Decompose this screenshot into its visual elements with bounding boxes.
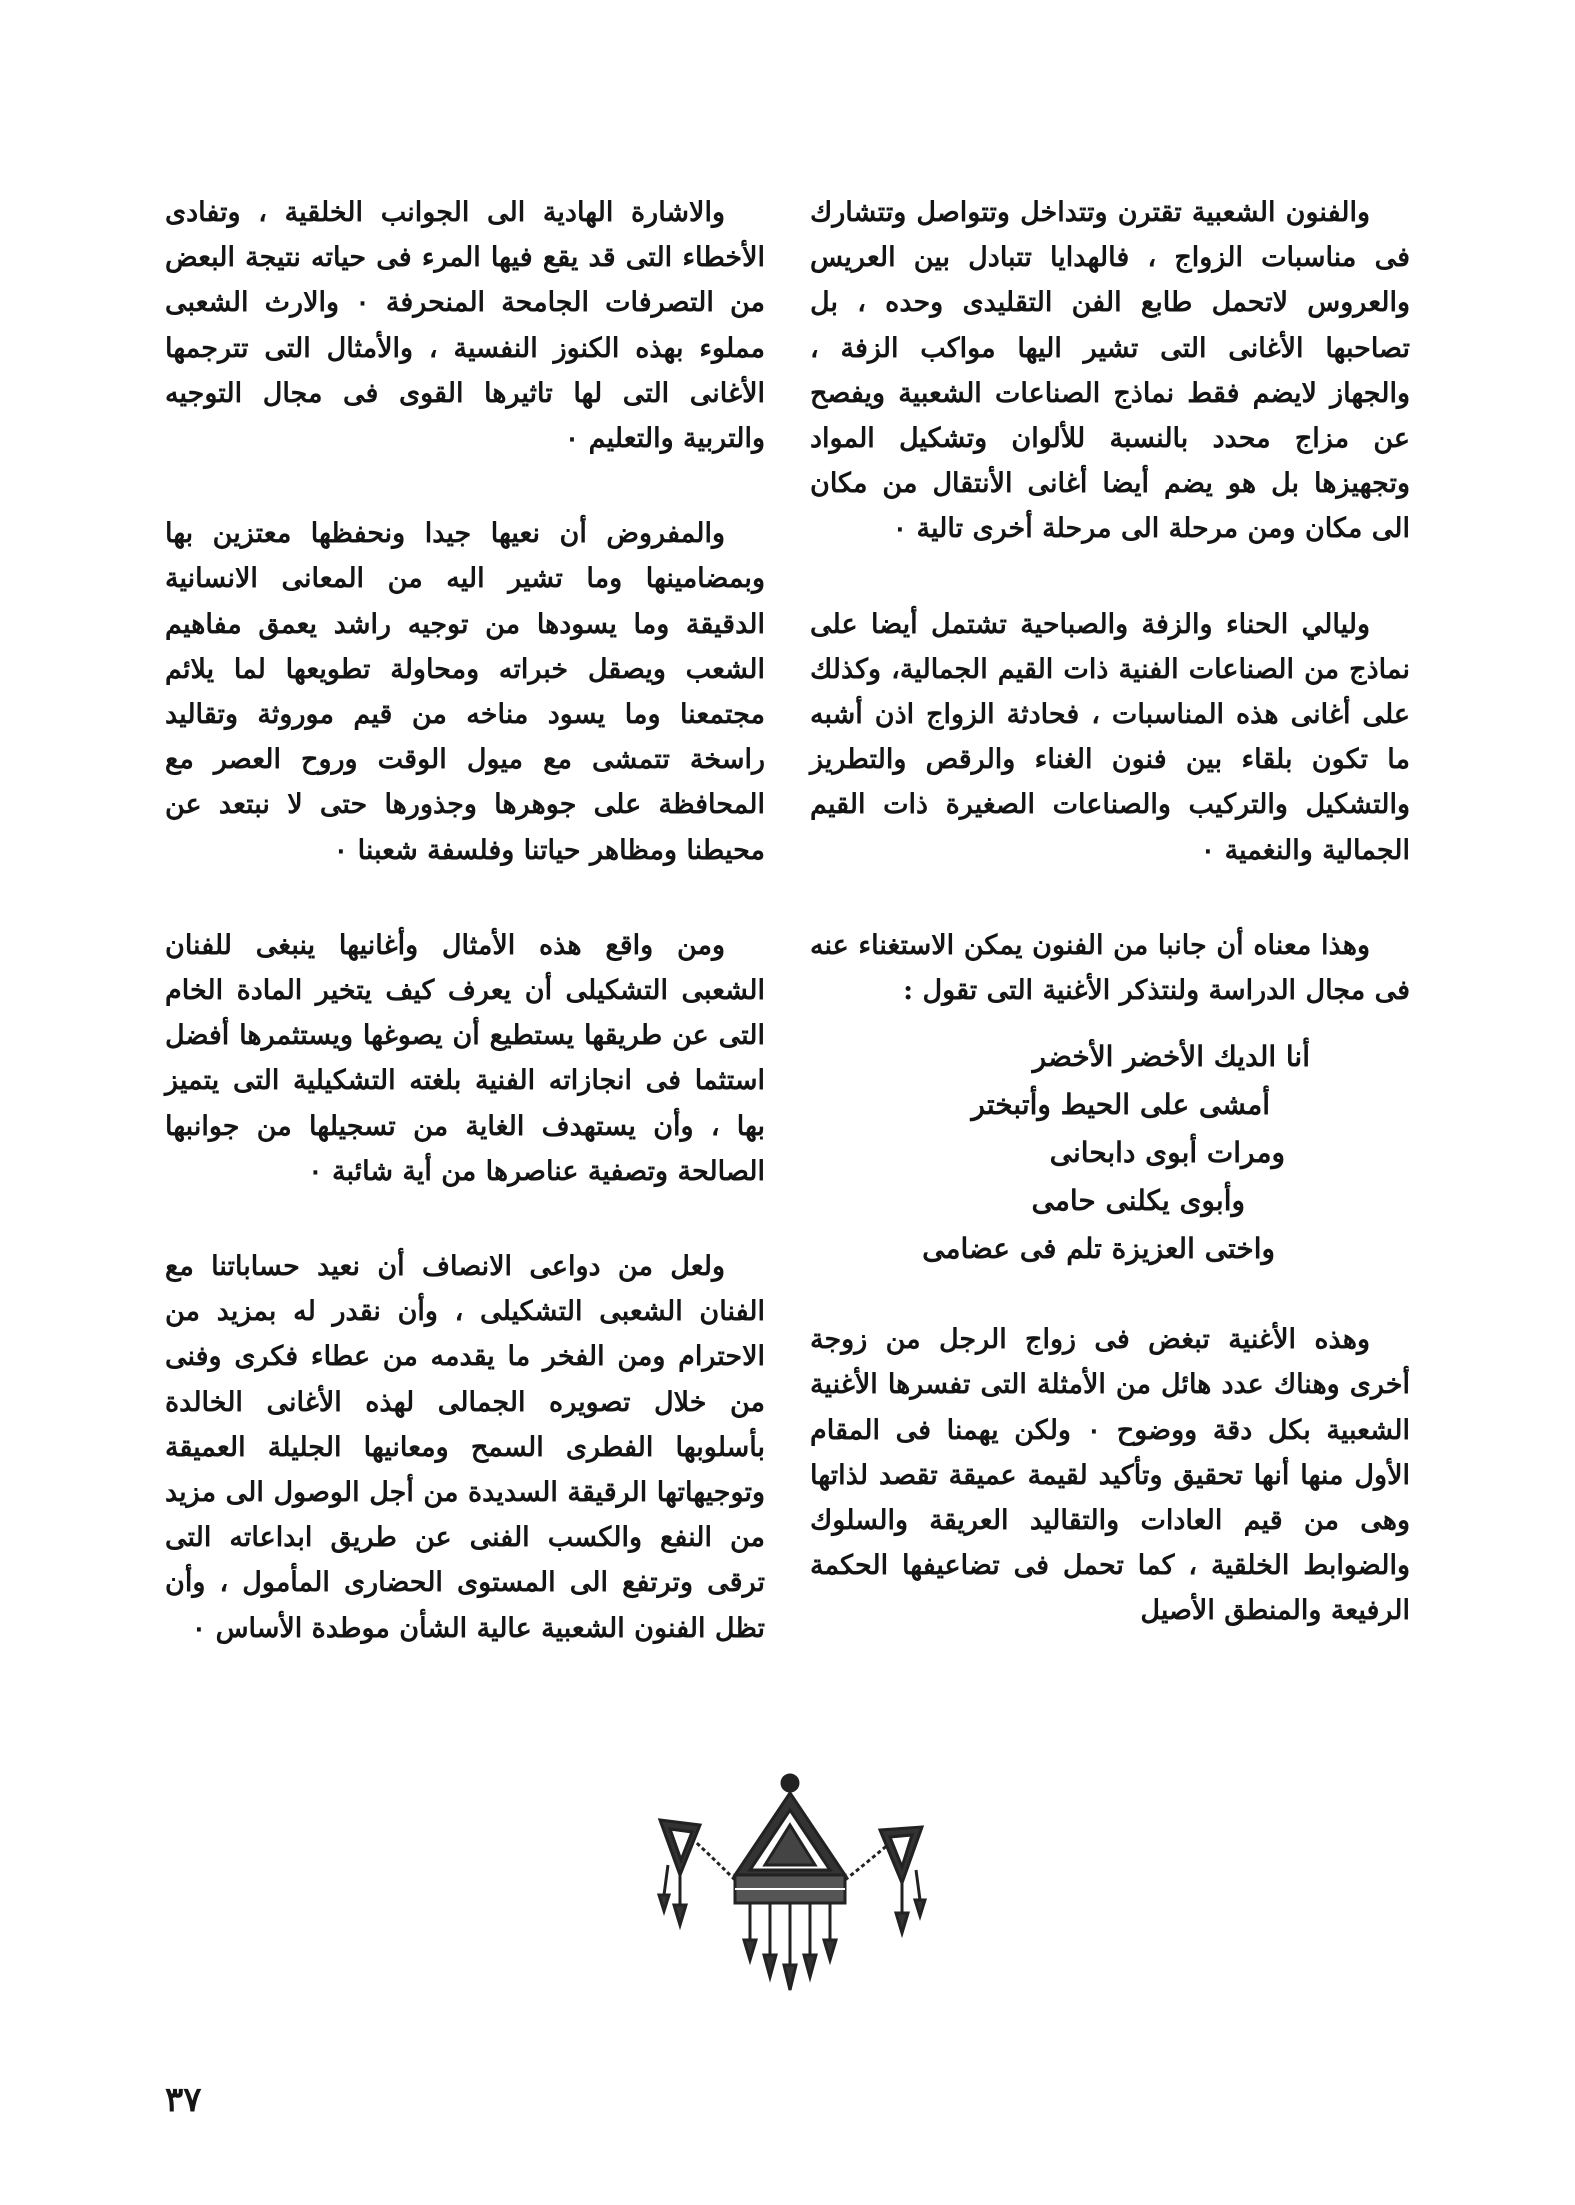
folk-pendant-ornament-icon xyxy=(640,1765,940,2005)
paragraph: وليالي الحناء والزفة والصباحية تشتمل أيضا على نماذج من الصناعات الفنية ذات القيم الجمالية، وكذلك على أغانى هذه المناسبات ، فحادثة الزواج اذن أشبه ما تكون بلقاء بين فنون الغناء والرقص والتطريز والتشكيل والتركيب والصناعات الصغيرة ذات القيم الجمالية والنغمية ٠ xyxy=(810,608,1410,866)
right-text-column xyxy=(810,190,1410,1684)
paragraph: ولعل من دواعى الانصاف أن نعيد حساباتنا مع الفنان الشعبى التشكيلى ، وأن نقدر له بمزيد من الاحترام ومن الفخر ما يقدمه من عطاء فكرى وفنى من خلال تصويره الجمالى لهذه الأغانى الخالدة بأسلوبها الفطرى السمح ومعانيها الجليلة العميقة وتوجيهاتها الرقيقة السديدة من أجل الوصول الى مزيد من النفع والكسب الفنى عن طريق ابداعاته التى ترقى وترتفع الى المستوى الحضارى المأمول ، وأن تظل الفنون الشعبية عالية الشأن موطدة الأساس ٠ xyxy=(165,1251,765,1644)
paragraph: والمفروض أن نعيها جيدا ونحفظها معتزين بها وبمضامينها وما تشير اليه من المعانى الانسانية الدقيقة وما يسودها من توجيه راشد يعمق مفاهيم الشعب ويصقل خبراته ومحاولة تطويعها لما يلائم مجتمعنا وما يسود مناخه من قيم موروثة وتقاليد راسخة تتمشى مع ميول الوقت وروح العصر مع المحافظة على جوهرها وجذورها حتى لا نبتعد عن محيطنا ومظاهر حياتنا وفلسفة شعبنا ٠ xyxy=(165,518,765,866)
verse-line: أنا الديك الأخضر الأخضر xyxy=(1032,1040,1310,1074)
left-text-column xyxy=(165,190,765,1701)
page-number: ٣٧ xyxy=(165,2080,202,2120)
paragraph: ومن واقع هذه الأمثال وأغانيها ينبغى للفنان الشعبى التشكيلى أن يعرف كيف يتخير المادة الخام التى عن طريقها يستطيع أن يصوغها ويستثمرها أفضل استثما فى انجازاته الفنية بلغته التشكيلية التى يتميز بها ، وأن يستهدف الغاية من تسجيلها من جوانبها الصالحة وتصفية عناصرها من أية شائبة ٠ xyxy=(165,929,765,1187)
verse-line: وأبوى يكلنى حامى xyxy=(1031,1184,1245,1218)
paragraph: وهذا معناه أن جانبا من الفنون يمكن الاستغناء عنه فى مجال الدراسة ولنتذكر الأغنية التى تقول : xyxy=(810,929,1410,1007)
paragraph: والفنون الشعبية تقترن وتتداخل وتتواصل وتتشارك فى مناسبات الزواج ، فالهدايا تتبادل بين العريس والعروس لاتحمل طابع الفن التقليدى وحده ، بل تصاحبها الأغانى التى تشير اليها مواكب الزفة ، والجهاز لايضم فقط نماذج الصناعات الشعبية ويفصح عن مزاج محدد بالنسبة للألوان وتشكيل المواد وتجهيزها بل هو يضم أيضا أغانى الأنتقال من مكان الى مكان ومن مرحلة الى مرحلة أخرى تالية ٠ xyxy=(810,197,1410,545)
verse-line: واختى العزيزة تلم فى عضامى xyxy=(922,1232,1275,1266)
paragraph: وهذه الأغنية تبغض فى زواج الرجل من زوجة أخرى وهناك عدد هائل من الأمثلة التى تفسرها الأغنية الشعبية بكل دقة ووضوح ٠ ولكن يهمنا فى المقام الأول منها أنها تحقيق وتأكيد لقيمة عميقة تقصد لذاتها وهى من قيم العادات والتقاليد العريقة والسلوك والضوابط الخلقية ، كما تحمل فى تضاعيفها الحكمة الرفيعة والمنطق الأصيل xyxy=(810,1324,1411,1627)
verse-line: ومرات أبوى دابحانى xyxy=(1049,1136,1285,1170)
song-verses xyxy=(810,1033,1410,1273)
verse-line: أمشى على الحيط وأتبختر xyxy=(971,1088,1270,1122)
paragraph: والاشارة الهادية الى الجوانب الخلقية ، وتفادى الأخطاء التى قد يقع فيها المرء فى حياته نتيجة البعض من التصرفات الجامحة المنحرفة ٠ والارث الشعبى مملوء بهذه الكنوز النفسية ، والأمثال التى تترجمها الأغانى التى لها تاثيرها القوى فى مجال التوجيه والتربية والتعليم ٠ xyxy=(165,197,765,455)
